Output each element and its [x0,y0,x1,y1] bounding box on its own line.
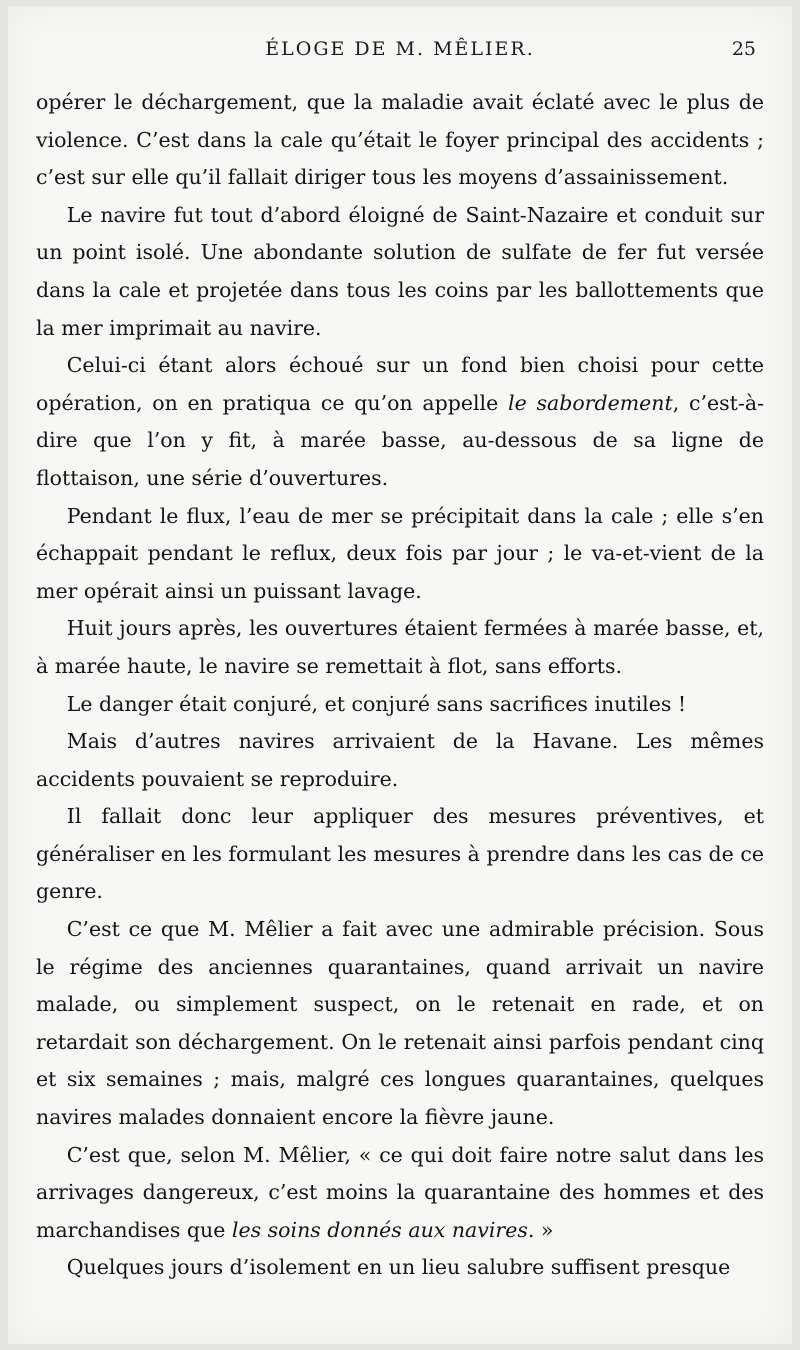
paragraph [36,723,764,798]
paragraph [36,1137,764,1250]
book-page [8,6,792,1344]
page-number: 25 [731,38,756,60]
text-run: C’est que, selon M. Mêlier, « ce qui doit faire notre salut dans les arrivages dangereux, c’est moins la quarantaine des hommes et des marchandises que [36,1142,764,1242]
paragraph [36,798,764,911]
text-run: . » [527,1217,554,1242]
paragraph [36,347,764,497]
text-run: Huit jours après, les ouvertures étaient fermées à marée basse, et, à marée haute, le navire se remettait à flot, sans efforts. [36,616,764,678]
paragraph [36,498,764,611]
paragraph [36,1249,764,1287]
text-run: Celui-ci étant alors échoué sur un fond bien choisi pour cette opération, on en pratiqua ce qu’on appelle [36,353,764,415]
text-run: Il fallait donc leur appliquer des mesures préventives, et généraliser en les formulant les mesures à prendre dans les cas de ce genre. [36,804,764,904]
italic-phrase: les soins donnés aux navires [231,1217,528,1242]
text-run: Pendant le flux, l’eau de mer se précipitait dans la cale ; elle s’en échappait pendant le reflux, deux fois par jour ; le va-et-vient de la mer opérait ainsi un puissant lavage. [36,503,764,603]
paragraph [36,911,764,1137]
body-text [36,84,764,1287]
paragraph [36,610,764,685]
paragraph [36,84,764,197]
text-run: Quelques jours d’isolement en un lieu salubre suffisent presque [66,1255,731,1280]
paragraph [36,686,764,724]
italic-phrase: le sabordement [508,390,673,415]
text-run: Le navire fut tout d’abord éloigné de Saint-Nazaire et conduit sur un point isolé. Une abondante solution de sulfate de fer fut versée dans la cale et projetée dans tous les coins par les ballottements que la mer imprimait au navire. [36,202,764,340]
running-title: ÉLOGE DE M. MÊLIER. [265,38,535,60]
text-run: C’est ce que M. Mêlier a fait avec une admirable précision. Sous le régime des anciennes quarantaines, quand arrivait un navire malade, ou simplement suspect, on le retenait en rade, et on retardait son déchargement. On le retenait ainsi parfois pendant cinq et six semaines ; mais, malgré ces longues quarantaines, quelques navires malades donnaient encore la fièvre jaune. [36,917,764,1130]
paragraph [36,197,764,347]
text-run: Le danger était conjuré, et conjuré sans sacrifices inutiles ! [66,691,687,716]
page-header [8,38,792,68]
text-run: , c’est-à-dire que l’on y fit, à marée basse, au-dessous de sa ligne de flottaison, une série d’ouvertures. [36,390,764,490]
text-run: opérer le déchargement, que la maladie avait éclaté avec le plus de violence. C’est dans la cale qu’était le foyer principal des accidents ; c’est sur elle qu’il fallait diriger tous les moyens d’assainissement. [36,90,764,190]
text-run: Mais d’autres navires arrivaient de la Havane. Les mêmes accidents pouvaient se reproduire. [36,729,764,791]
